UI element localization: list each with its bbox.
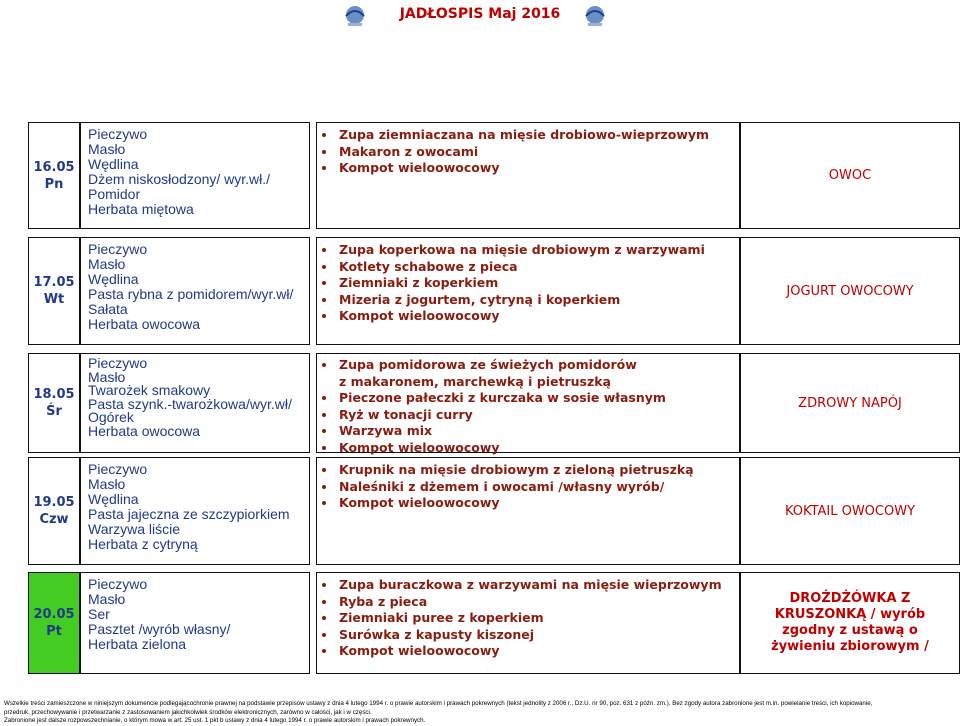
snack-text: JOGURT OWOCOWY: [786, 283, 914, 299]
footer-line: Wszelkie treści zamieszczone w niniejszym dokumencie podlegającochronie prawnej na podstawie przepisów ustawy z dnia 4 lutego 1994 r. o prawie autorskim i prawach pokrewnych (tekst jednolity z 2006 r., Dz.U. nr 90, poz. 631 z późn. zm.). Bez zgody autora zabronione jest m.in. powielanie treści, ich kopiowanie,: [4, 700, 873, 707]
breakfast-item: Herbata zielona: [88, 636, 187, 652]
lunch-item: • Ziemniaki z koperkiem: [337, 275, 735, 292]
breakfast-item: Pieczywo: [88, 576, 148, 592]
lunch-item: • Kompot wieloowocowy: [337, 160, 735, 177]
snack-text: ZDROWY NAPÓJ: [798, 395, 902, 411]
breakfast-item: Masło: [88, 368, 126, 385]
breakfast-cell: [80, 237, 310, 345]
breakfast-item: Sałata: [88, 301, 128, 317]
breakfast-item: Pieczywo: [88, 126, 148, 142]
lunch-item: • Warzywa mix: [337, 423, 735, 440]
snack-text: KOKTAIL OWOCOWY: [784, 503, 916, 519]
breakfast-item: Pasta rybna z pomidorem/wyr.wł/: [88, 286, 294, 302]
breakfast-item: Pieczywo: [88, 241, 148, 257]
weekday: Wt: [43, 292, 65, 307]
lunch-cell: [316, 572, 740, 674]
snack-cell: [740, 572, 960, 674]
weekday: Śr: [46, 404, 62, 419]
lunch-item: • Pieczone pałeczki z kurczaka w sosie własnym: [337, 390, 735, 407]
date: 17.05: [33, 275, 75, 290]
page-title: JADŁOSPIS Maj 2016: [399, 6, 561, 22]
snack-cell: [740, 457, 960, 565]
day-row: [0, 572, 960, 674]
header: [0, 0, 960, 32]
breakfast-item: Herbata miętowa: [88, 201, 194, 217]
breakfast-item: Ser: [88, 606, 110, 622]
lunch-cell: [316, 122, 740, 229]
date-cell: [28, 122, 80, 229]
date-cell: [28, 237, 80, 345]
lunch-item: • Kompot wieloowocowy: [337, 440, 735, 457]
weekday: Pn: [44, 176, 64, 192]
lunch-item: • Zupa ziemniaczana na mięsie drobiowo-wieprzowym: [337, 127, 735, 144]
school-logo-icon: [340, 4, 370, 28]
lunch-item: • Zupa pomidorowa ze świeżych pomidorów z makaronem, marchewką i pietruszką: [337, 357, 735, 390]
date-cell: [28, 353, 80, 453]
breakfast-item: Pomidor: [88, 186, 141, 202]
lunch-item: • Zupa buraczkowa z warzywami na mięsie wieprzowym: [337, 577, 735, 594]
breakfast-item: Wędlina: [88, 156, 139, 172]
breakfast-item: Wędlina: [88, 491, 139, 507]
day-row: [0, 122, 960, 229]
breakfast-item: Warzywa liście: [88, 521, 181, 537]
date-cell: [28, 457, 80, 565]
breakfast-item: Herbata owocowa: [88, 422, 201, 439]
breakfast-cell: [80, 457, 310, 565]
lunch-item: • Ryż w tonacji curry: [337, 407, 735, 424]
date-cell: [28, 572, 80, 674]
lunch-item: • Ryba z pieca: [337, 594, 735, 611]
date: 19.05: [33, 495, 75, 510]
breakfast-item: Pasta jajeczna ze szczypiorkiem: [88, 506, 290, 522]
lunch-item: • Zupa koperkowa na mięsie drobiowym z warzywami: [337, 242, 735, 259]
lunch-cell: [316, 457, 740, 565]
lunch-item: • Krupnik na mięsie drobiowym z zieloną pietruszką: [337, 462, 735, 479]
breakfast-item: Herbata owocowa: [88, 316, 201, 332]
day-row: [0, 353, 960, 453]
date: 20.05: [33, 607, 75, 622]
breakfast-item: Pieczywo: [88, 355, 148, 371]
lunch-item: • Surówka z kapusty kiszonej: [337, 627, 735, 644]
snack-text: OWOC: [828, 168, 872, 183]
lunch-item: • Mizeria z jogurtem, cytryną i koperkiem: [337, 292, 735, 309]
breakfast-item: Masło: [88, 476, 126, 492]
day-row: [0, 237, 960, 345]
weekday: Czw: [39, 512, 69, 527]
weekday: Pt: [46, 624, 62, 639]
breakfast-item: Herbata z cytryną: [88, 536, 198, 552]
breakfast-item: Pasta szynk.-twarożkowa/wyr.wł/: [88, 395, 292, 412]
date: 18.05: [33, 387, 75, 402]
lunch-item: • Kompot wieloowocowy: [337, 643, 735, 660]
snack-cell: [740, 353, 960, 453]
breakfast-cell: [80, 572, 310, 674]
footer-line: Zabronione jest dalsze rozpowszechnianie, o którym mowa w art. 25 ust. 1 pkt b ustawy z dnia 4 lutego 1994 r. o prawie autorskim i prawach pokrewnych.: [4, 717, 426, 724]
lunch-cell: [316, 353, 740, 453]
copyright-footer: [4, 700, 956, 726]
breakfast-item: Ogórek: [88, 409, 134, 425]
breakfast-item: Dżem niskosłodzony/ wyr.wł./: [88, 171, 271, 187]
breakfast-item: Masło: [88, 256, 126, 272]
breakfast-item: Masło: [88, 141, 126, 157]
snack-text: DROŻDŻÓWKA Z KRUSZONKĄ / wyrób zgodny z ustawą o żywieniu zbiorowym /: [771, 591, 929, 654]
breakfast-item: Twarożek smakowy: [88, 382, 211, 398]
breakfast-item: Wędlina: [88, 271, 139, 287]
lunch-item: • Ziemniaki puree z koperkiem: [337, 610, 735, 627]
breakfast-item: Pasztet /wyrób własny/: [88, 621, 231, 637]
school-logo-icon: [580, 4, 610, 28]
footer-line: przedruk, przechowywanie i przetwarzanie z zastosowaniem jakichkolwiek środków elektronicznych, zarówno w całości, jak i w części.: [4, 708, 372, 716]
lunch-item: • Kompot wieloowocowy: [337, 308, 735, 325]
lunch-item: • Kotlety schabowe z pieca: [337, 259, 735, 276]
breakfast-cell: [80, 122, 310, 229]
breakfast-item: Pieczywo: [88, 461, 148, 477]
lunch-cell: [316, 237, 740, 345]
date: 16.05: [33, 159, 75, 175]
lunch-item: • Makaron z owocami: [337, 144, 735, 161]
snack-cell: [740, 237, 960, 345]
day-row: [0, 457, 960, 565]
lunch-item: • Kompot wieloowocowy: [337, 495, 735, 512]
snack-cell: [740, 122, 960, 229]
breakfast-cell: [80, 353, 310, 453]
lunch-item: • Naleśniki z dżemem i owocami /własny wyrób/: [337, 479, 735, 496]
breakfast-item: Masło: [88, 591, 126, 607]
